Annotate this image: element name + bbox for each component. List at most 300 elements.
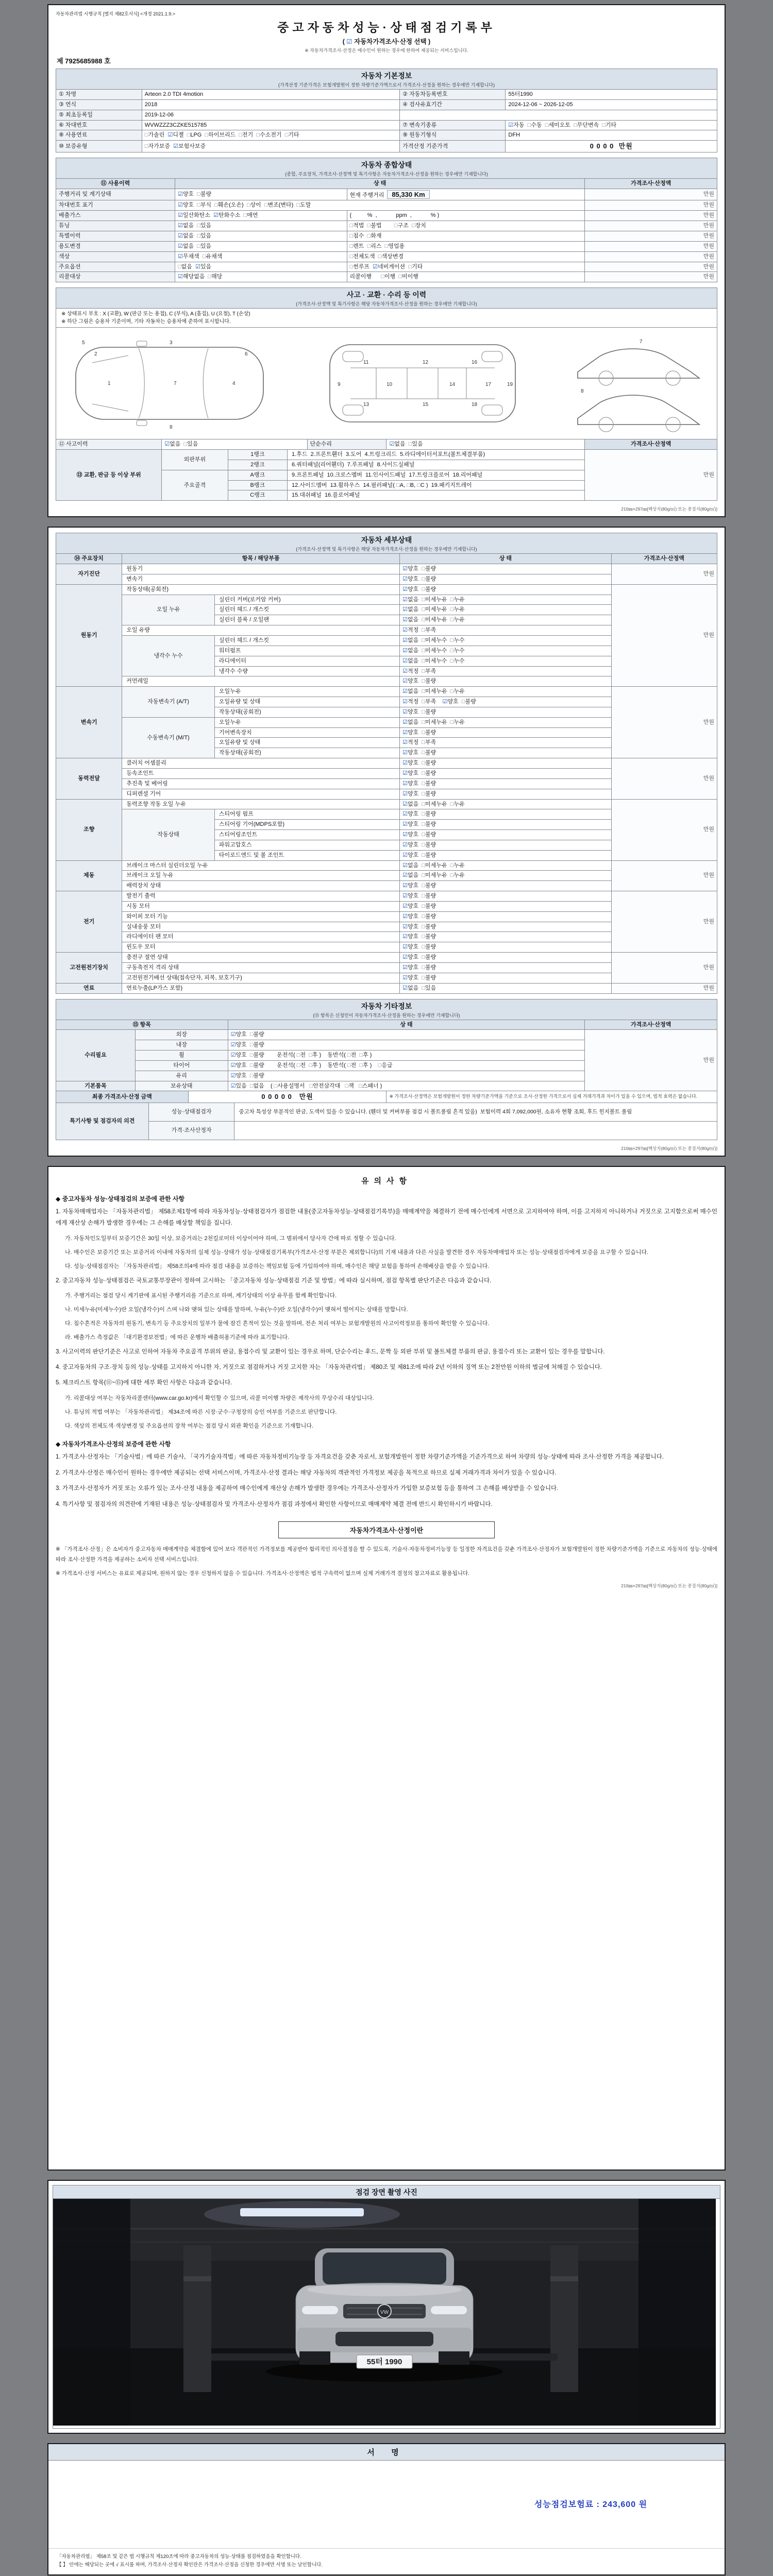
checkbox-checked: ☑ — [402, 617, 408, 623]
cell-grp: 동력전달 — [56, 758, 122, 799]
checkbox-unchecked: □ — [349, 253, 354, 260]
checkbox-unchecked: □ — [422, 606, 426, 613]
cell-st: ☑적정 □부족 — [400, 666, 612, 676]
checkbox-checked: ☑ — [402, 637, 408, 644]
notice-paragraph: 다. 색상의 전체도색·색상변경 및 주요옵션의 장착 여부는 점검 당시 외관 확인을 기준으로 기재합니다. — [65, 1422, 314, 1429]
cell-itm: 배력장치 상태 — [122, 881, 400, 891]
cell-itm: 타이로드엔드 및 볼 조인트 — [214, 850, 399, 860]
diagram-part-number: 7 — [174, 381, 177, 387]
table-row — [56, 1030, 717, 1040]
checkbox-checked: ☑ — [402, 934, 408, 940]
checkbox-unchecked: □ — [296, 1052, 300, 1059]
checkbox-unchecked: □ — [367, 223, 371, 229]
notice-paragraph: 4. 중고자동차의 구조·장치 등의 성능·상태를 고지하지 아니한 자, 거짓으로 점검하거나 거짓 고지한 자는 「자동차관리법」 제80조 및 제81조에 따라 2년 이하의 징역 또는 2천만원 이하의 벌금에 처해질 수 있습니다. — [56, 1364, 602, 1370]
checkbox-checked: ☑ — [402, 974, 408, 981]
cell-lab: 주요옵션 — [56, 262, 175, 272]
cell-itm: 시동 모터 — [122, 901, 400, 911]
checkbox-unchecked: □ — [408, 263, 412, 270]
section-accident-title: 사고 · 교환 · 수리 등 이력 — [346, 291, 427, 299]
cell-itm: 오일유량 및 상태 — [214, 738, 399, 748]
cell-sub: 2랭크 — [228, 460, 287, 470]
car-top-view-diagram — [61, 332, 278, 435]
field-car-name-label: ① 차명 — [56, 90, 142, 100]
notice-heading: ◆ 중고자동차 성능·상태점검의 보증에 관한 사항 — [56, 1195, 185, 1202]
cell-hd: 상 태 — [175, 178, 584, 189]
cell-sub: 내장 — [135, 1040, 228, 1050]
cell-st: ☑없음 □있음 — [175, 221, 347, 231]
field-vin-value: WVWZZZ3CZKE515785 — [142, 120, 399, 130]
final-price-value: 0 0 0 0 0 만원 — [188, 1091, 386, 1103]
accident-legend-symbols: ※ 상태표시 부호 : X (교환), W (판금 또는 용접), C (부식), A (흠집), U (요철), T (손상) — [61, 311, 250, 317]
checkbox-unchecked: □ — [396, 482, 400, 488]
page-sign — [47, 2443, 726, 2575]
checkbox-unchecked: □ — [347, 1062, 351, 1069]
checkbox-unchecked: □ — [422, 883, 426, 889]
cell-st: □적법 □불법 □구조 □장치 — [347, 221, 585, 231]
checkbox-unchecked: □ — [359, 1062, 363, 1069]
checkbox-checked: ☑ — [402, 647, 408, 654]
cell-itm: 브레이크 오일 누유 — [122, 871, 400, 881]
cell-itm: 연료누출(LP가스 포함) — [122, 983, 400, 993]
checkbox-checked: ☑ — [389, 441, 395, 448]
cell-sub: C랭크 — [228, 490, 287, 501]
checkbox-unchecked: □ — [417, 482, 421, 488]
checkbox-unchecked: □ — [249, 1072, 254, 1079]
checkbox-checked: ☑ — [402, 750, 408, 756]
table-row — [56, 1020, 717, 1030]
diagram-part-number: 15 — [423, 402, 429, 408]
cell-st: ☑양호 □불량 — [228, 1071, 585, 1081]
diagram-part-number: 1 — [108, 381, 111, 387]
license-plate-text: 55터 1990 — [366, 2358, 402, 2366]
checkbox-checked: ☑ — [177, 232, 183, 239]
checkbox-unchecked: □ — [422, 811, 426, 818]
field-reg-no-value: 55터1990 — [506, 90, 717, 100]
cell-st: ☑양호 □불량 — [400, 942, 612, 953]
checkbox-unchecked: □ — [309, 1062, 312, 1069]
notice-paragraph: 나. 미세누유(미세누수)란 오일(냉각수)이 스며 나와 맺혀 있는 상태를 말하며, 누유(누수)란 오일(냉각수)이 맺혀서 떨어지는 상태를 말합니다. — [65, 1306, 408, 1313]
checkbox-checked: ☑ — [402, 760, 408, 767]
notice-paragraph: 3. 가격조사·산정자가 거짓 또는 오류가 있는 조사·산정 내용을 제공하여 매수인에게 재산상 손해가 발생한 경우에는 가격조사·산정자가 가입한 보증보험 등을 통하여 그 손해를 배상받을 수 있습니다. — [56, 1485, 559, 1492]
cell-st: 리콜이행 □이행 □미이행 — [347, 272, 585, 282]
checkbox-unchecked: □ — [256, 132, 260, 139]
checkbox-unchecked: □ — [422, 596, 426, 603]
cell-hd: 가격조사·산정액 — [585, 178, 717, 189]
checkbox-checked: ☑ — [402, 811, 408, 818]
checkbox-unchecked: □ — [422, 657, 426, 664]
cell-st: ☑양호 □불량 — [400, 850, 612, 860]
paper-size-note: 210㎜×297㎜[백상지(80g/㎡) 또는 중질지(80g/㎡)] — [621, 1146, 717, 1151]
cell-itm: 실린더 헤드 / 개스킷 — [214, 605, 399, 615]
cell-won: 만원 — [611, 687, 717, 758]
checkbox-unchecked: □ — [367, 243, 371, 249]
diagram-part-number: 5 — [82, 340, 85, 346]
checkbox-unchecked: □ — [197, 223, 200, 229]
checkbox-unchecked: □ — [450, 657, 454, 664]
etc-info-table — [56, 1020, 717, 1092]
table-row — [56, 211, 717, 221]
checkbox-unchecked: □ — [422, 750, 426, 756]
cell-sub: 유리 — [135, 1071, 228, 1081]
cell-itm: 파워고압호스 — [214, 840, 399, 850]
checkbox-checked: ☑ — [230, 1031, 236, 1038]
checkbox-unchecked: □ — [422, 821, 426, 828]
cell-itm: 작동상태(공회전) — [214, 707, 399, 717]
field-transmission-checks: ☑자동 □수동 □세미오토 □무단변속 □기타 — [506, 120, 717, 130]
notice-paragraph: 가. 자동차인도일부터 보증기간은 30일 이상, 보증거리는 2천킬로미터 이상이어야 하며, 그 범위에서 당사자 간에 따로 정할 수 있습니다. — [65, 1235, 396, 1242]
checkbox-unchecked: □ — [249, 1082, 254, 1089]
table-row — [56, 200, 717, 211]
cell-lab: 리콜대상 — [56, 272, 175, 282]
checkbox-unchecked: □ — [450, 637, 454, 644]
checkbox-unchecked: □ — [422, 627, 426, 634]
section-overall-note: (종합, 주요장치, 가격조사·산정액 및 특기사항은 자동차가격조사·산정을 원하는 경우에만 기재합니다) — [285, 171, 488, 177]
section-basic-info-title: 자동차 기본정보 — [361, 72, 412, 80]
field-model-year-value: 2018 — [142, 99, 399, 110]
accident-history-checks: ☑없음 □있음 — [162, 439, 307, 450]
table-row — [56, 584, 717, 595]
notice-paragraph: 1. 가격조사·산정자는 「기술사법」에 따른 기술사, 「국가기술자격법」에 따른 자동차정비기능장 등 자격요건을 갖춘 자로서, 보험개발원이 정한 차량기준가액을 기준가격으로 하여 차량의 성능·상태에 따라 조사·산정한 가격을 제공합니다. — [56, 1454, 664, 1461]
cell-grp: 변속기 — [56, 687, 122, 758]
cell-lab: 단순수리 — [307, 439, 386, 450]
checkbox-unchecked: □ — [422, 872, 426, 879]
checkbox-checked: ☑ — [402, 832, 408, 838]
table-row — [56, 564, 717, 574]
checkbox-unchecked: □ — [422, 699, 426, 705]
checkbox-unchecked: □ — [422, 729, 426, 736]
cell-st: □전체도색 □색상변경 — [347, 251, 585, 262]
cell-st: ☑양호 □불량 — [228, 1040, 585, 1050]
cell-itm: 기어변속장치 — [214, 727, 399, 738]
notice-paragraph: 나. 매수인은 보증기간 또는 보증거리 이내에 자동차의 실제 성능·상태가 성능·상태점검기록부(가격조사·산정 부분은 제외합니다)의 기재 내용과 다른 사실을 발견한 경우 자동차매매업자 또는 성능·상태점검자에게 보증을 요구할 수 있습니다. — [65, 1249, 649, 1256]
cell-st: ☑양호 □불량 — [400, 840, 612, 850]
checkbox-checked: ☑ — [230, 1082, 236, 1089]
checkbox-unchecked: □ — [177, 263, 181, 270]
panel-repair-label: ⑬ 교환, 판금 등 이상 부위 — [56, 450, 162, 501]
table-row — [56, 758, 717, 769]
diagram-part-number: 19 — [507, 382, 513, 388]
car-diagram-row — [56, 327, 717, 439]
sign-notes — [48, 2548, 725, 2574]
cell-won: 만원 — [585, 450, 717, 501]
cell-st: ☑일산화탄소 ☑탄화수소 □매연 — [175, 211, 347, 221]
cell-grp: 전기 — [56, 891, 122, 953]
cell-lab: ⑤ 최초등록일 — [56, 110, 142, 120]
checkbox-checked: ☑ — [402, 708, 408, 715]
cell-won: 만원 — [585, 221, 717, 231]
cell-won: 만원 — [611, 758, 717, 799]
checkbox-checked: ☑ — [402, 954, 408, 961]
notice-title: 유의사항 — [361, 1177, 412, 1185]
checkbox-unchecked: □ — [349, 223, 354, 229]
cell-st: ☑없음 □미세누유 □누유 — [400, 860, 612, 871]
diagram-part-number: 6 — [245, 351, 248, 358]
cell-itm: 동력조향 작동 오일 누유 — [122, 799, 400, 809]
sign-section-title: 서 명 — [48, 2444, 725, 2461]
cell-itm: 1.후드 2.프론트휀더 3.도어 4.트렁크리드 5.라디에이터서포트(볼트체결부품) — [288, 450, 585, 460]
cell-st: □침수 □화재 — [347, 231, 585, 241]
cell-hd: ⑪ 사용이력 — [56, 178, 175, 189]
panel-repair-table — [56, 449, 717, 501]
checkbox-unchecked: □ — [450, 801, 454, 807]
cell-st: ☑없음 □미세누유 □누유 — [400, 605, 612, 615]
cell-st: ☑양호 □불량 — [400, 707, 612, 717]
diagram-part-number: 9 — [338, 382, 341, 388]
notice-paragraph: 가. 리콜대상 여부는 자동차리콜센터(www.car.go.kr)에서 확인할 수 있으며, 리콜 미이행 차량은 제작사의 무상수리 대상입니다. — [65, 1395, 374, 1401]
checkbox-unchecked: □ — [394, 223, 398, 229]
cell-st: ☑양호 □불량 — [400, 727, 612, 738]
notice-paragraph: 2. 중고자동차 성능·상태점검은 국토교통부장관이 정하여 고시하는 「중고자동차 성능·상태점검 기준 및 방법」에 따라 실시하며, 점검 항목별 판단기준은 다음과 같습니다. — [56, 1277, 492, 1284]
odometer-cell: 현재 주행거리 85,330 Km — [347, 189, 585, 200]
cell-itm: 실내송풍 모터 — [122, 922, 400, 932]
checkbox-unchecked: □ — [264, 202, 268, 209]
cell-itm: 스티어링조인트 — [214, 830, 399, 840]
checkbox-unchecked: □ — [422, 708, 426, 715]
cell-st: ☑양호 □불량 — [400, 809, 612, 820]
cell-st: ☑무채색 □유채색 — [175, 251, 347, 262]
car-underbody-diagram — [314, 332, 531, 435]
cell-grp: 제동 — [56, 860, 122, 891]
cell-hd: 항목 / 해당부품 — [122, 554, 400, 564]
checkbox-checked: ☑ — [508, 122, 514, 128]
checkbox-unchecked: □ — [422, 801, 426, 807]
cell-sub: 타이어 — [135, 1060, 228, 1071]
checkbox-unchecked: □ — [309, 1082, 313, 1089]
cell-itm: 브레이크 마스터 실린더오일 누유 — [122, 860, 400, 871]
cell-itm: 워터펌프 — [214, 646, 399, 656]
cell-won: 만원 — [585, 211, 717, 221]
checkbox-unchecked: □ — [422, 647, 426, 654]
checkbox-unchecked: □ — [296, 202, 300, 209]
table-row — [56, 141, 717, 152]
notice-paragraph: ※ 「가격조사·산정」은 소비자가 중고자동차 매매계약을 체결함에 있어 보다 객관적인 가격정보를 제공받아 합리적인 의사결정을 할 수 있도록, 기술사·자동차정비기능장 등 일정한 자격요건을 갖춘 가격조사·산정자가 보험개발원이 정한 차량기준가액을 기준으로 자동차의 성능·상태에 따라 조사·산정한 가격을 제공하는 소비자 선택 서비스입니다. — [56, 1546, 717, 1563]
diagram-part-number: 2 — [94, 351, 97, 358]
notice-definition-box: 자동차가격조사·산정이란 — [278, 1521, 495, 1538]
cell-won: 만원 — [585, 231, 717, 241]
checkbox-unchecked: □ — [450, 617, 454, 623]
cell-st: □렌트 □리스 □영업용 — [347, 241, 585, 251]
checkbox-unchecked: □ — [197, 202, 200, 209]
cell-itm: 커먼레일 — [122, 676, 400, 687]
checkbox-unchecked: □ — [274, 1082, 278, 1089]
checkbox-unchecked: □ — [243, 212, 247, 219]
checkbox-unchecked: □ — [239, 132, 243, 139]
cell-st: ☑양호 □불량 — [400, 820, 612, 830]
field-inspection-period-value: 2024-12-06 ~ 2026-12-05 — [506, 99, 717, 110]
checkbox-unchecked: □ — [422, 954, 426, 961]
checkbox-unchecked: □ — [450, 688, 454, 695]
checkbox-unchecked: □ — [450, 606, 454, 613]
final-price-table — [56, 1091, 717, 1103]
table-row — [56, 178, 717, 189]
cell-won: 만원 — [585, 251, 717, 262]
checkbox-unchecked: □ — [422, 617, 426, 623]
sign-body — [48, 2461, 725, 2548]
cell-lab: ⑧ 사용연료 — [56, 130, 142, 141]
checkbox-unchecked: □ — [422, 974, 426, 981]
cell-itm: 원동기 — [122, 564, 400, 574]
checkbox-checked: ☑ — [402, 668, 408, 674]
checkbox-unchecked: □ — [208, 274, 212, 280]
checkbox-checked: ☑ — [402, 985, 408, 991]
checkbox-unchecked: □ — [422, 566, 426, 572]
cell-lab: 특별이력 — [56, 231, 175, 241]
cell-st: ☑양호 □부식 □훼손(오손) □상이 □변조(변타) □도말 — [175, 200, 584, 211]
checkbox-checked: ☑ — [402, 821, 408, 828]
checkbox-unchecked: □ — [367, 232, 371, 239]
cell-itm: 충전구 절연 상태 — [122, 953, 400, 963]
cell-st: □썬루프 ☑네비게이션 □기타 — [347, 262, 585, 272]
checkbox-checked: ☑ — [230, 1052, 236, 1059]
table-row — [56, 953, 717, 963]
cell-sub: 작동상태 — [122, 809, 215, 860]
cell-st: ☑양호 □불량 운전석( □전 □후 ) 동반석( □전 □후 ) □응급 — [228, 1060, 585, 1071]
cell-itm: 클러치 어셈블리 — [122, 758, 400, 769]
cell-grp: 수리필요 — [56, 1030, 136, 1081]
cell-won: 만원 — [611, 860, 717, 891]
checkbox-checked: ☑ — [402, 739, 408, 746]
inspection-photo — [53, 2198, 720, 2429]
cell-won: 만원 — [585, 272, 717, 282]
table-row — [56, 983, 717, 993]
cell-st: ☑양호 □불량 — [400, 881, 612, 891]
checkbox-unchecked: □ — [422, 770, 426, 776]
checkbox-unchecked: □ — [296, 1062, 300, 1069]
checkbox-unchecked: □ — [450, 596, 454, 603]
checkbox-checked: ☑ — [442, 699, 448, 705]
cell-itm: 오일유량 및 상태 — [214, 697, 399, 707]
cell-st: ☑없음 □미세누수 □누수 — [400, 656, 612, 666]
notice-paragraph: 라. 배출가스 측정값은 「대기환경보전법」에 따른 운행차 배출허용기준에 따라 표기합니다. — [65, 1334, 290, 1341]
field-reg-no-label: ② 자동차등록번호 — [400, 90, 506, 100]
checkbox-checked: ☑ — [177, 212, 183, 219]
section-detail-title: 자동차 세부상태 — [361, 536, 412, 545]
checkbox-unchecked: □ — [284, 132, 289, 139]
checkbox-unchecked: □ — [422, 832, 426, 838]
checkbox-unchecked: □ — [450, 872, 454, 879]
cell-st: ☑양호 □불량 — [400, 911, 612, 922]
cell-sub: B랭크 — [228, 480, 287, 490]
checkbox-checked: ☑ — [230, 1062, 236, 1069]
cell-hd: 상 태 — [228, 1020, 585, 1030]
diagram-part-number: 7 — [640, 339, 643, 345]
diagram-part-number: 3 — [170, 340, 173, 346]
cell-won: 만원 — [585, 262, 717, 272]
diagram-part-number: 4 — [232, 381, 236, 387]
accident-legend-note: ※ 하단 그림은 승용차 기준이며, 기타 자동차는 승용차에 준하여 표시합니다. — [61, 319, 231, 325]
checkbox-unchecked: □ — [249, 1042, 254, 1048]
cell-fine: ※ 가격조사·산정액은 보험개발원이 정한 차량기준가액을 기준으로 조사·산정한 가격으로서 실제 거래가격과 차이가 있을 수 있으며, 법적 효력은 없습니다. — [386, 1091, 717, 1103]
cell-grp: 연료 — [56, 983, 122, 993]
cell-sub: 성능·상태점검자 — [148, 1103, 234, 1122]
checkbox-unchecked: □ — [602, 122, 606, 128]
checkbox-unchecked: □ — [450, 719, 454, 725]
checkbox-unchecked: □ — [422, 913, 426, 920]
cell-hd: 가격조사·산정액 — [611, 554, 717, 564]
checkbox-unchecked: □ — [422, 688, 426, 695]
cell-itm: 12.사이드멤버 13.휠하우스 14.필러패널( □A, □B, □C ) 19.패키지트레이 — [288, 480, 585, 490]
diagram-part-number: 14 — [449, 382, 456, 388]
table-row — [56, 189, 717, 200]
cell-grp: 기본품목 — [56, 1081, 136, 1091]
checkbox-unchecked: □ — [422, 903, 426, 909]
checkbox-checked: ☑ — [167, 132, 173, 139]
overall-condition-table — [56, 178, 717, 282]
cell-itm: 스티어링 펌프 — [214, 809, 399, 820]
form-reference-note: 자동차관리법 시행규칙 [별지 제82호서식] <개정 2021.1.9.> — [56, 11, 176, 16]
checkbox-checked: ☑ — [195, 263, 200, 270]
diagram-part-number: 8 — [581, 388, 584, 395]
checkbox-checked: ☑ — [402, 729, 408, 736]
checkbox-unchecked: □ — [197, 191, 200, 198]
checkbox-checked: ☑ — [164, 441, 170, 448]
notice-paragraph: 2. 가격조사·산정은 매수인이 원하는 경우에만 제공되는 선택 서비스이며, 가격조사·산정 결과는 해당 자동차의 객관적인 가격정보 제공을 목적으로 하므로 실제 거래가격과 차이가 있을 수 있습니다. — [56, 1469, 557, 1476]
checkbox-unchecked: □ — [422, 862, 426, 869]
notice-paragraph: ※ 가격조사·산정 서비스는 유료로 제공되며, 원하지 않는 경우 신청하지 않을 수 있습니다. 가격조사·산정액은 법적 구속력이 없으며 실제 거래가격 결정의 참고자료로 활용됩니다. — [56, 1570, 470, 1577]
checkbox-checked: ☑ — [402, 790, 408, 797]
cell-lab: 색상 — [56, 251, 175, 262]
checkbox-unchecked: □ — [422, 760, 426, 767]
cell-st: ☑양호 □불량 — [400, 748, 612, 758]
diagram-part-number: 18 — [472, 402, 478, 408]
cell-itm: 고전원전기배선 상태(접속단자, 피복, 보호기구) — [122, 973, 400, 983]
checkbox-unchecked: □ — [144, 143, 148, 149]
highlight-value: 85,330 Km — [387, 190, 429, 199]
cell-st: ☑양호 □불량 — [400, 901, 612, 911]
cell-st: ☑없음 □있음 — [400, 983, 612, 993]
notice-paragraph: 다. 성능·상태점검자는 「자동차관리법」 제58조의4에 따라 점검 내용을 보증하는 책임보험 등에 가입하여야 하며, 매수인은 해당 보험을 통하여 손해배상을 받을 수 있습니다. — [65, 1263, 490, 1269]
checkbox-unchecked: □ — [422, 780, 426, 787]
field-fuel-checks: □가솔린 ☑디젤 □LPG □하이브리드 □전기 □수소전기 □기타 — [142, 130, 399, 141]
cell-itm: 와이퍼 모터 기능 — [122, 911, 400, 922]
checkbox-unchecked: □ — [422, 923, 426, 930]
cell-hd: 가격조사·산정액 — [585, 1020, 717, 1030]
cell-won: 만원 — [611, 564, 717, 585]
cell-st: ☑없음 □미세누유 □누유 — [400, 687, 612, 697]
checkbox-checked: ☑ — [402, 719, 408, 725]
sign-note-2: 【 】 안에는 해당되는 곳에 √ 표시를 하며, 가격조사·산정자 확인란은 가격조사·산정을 신청한 경우에만 서명 또는 날인합니다. — [57, 2562, 323, 2568]
table-row — [56, 554, 717, 564]
cell-st: ☑양호 □불량 — [400, 789, 612, 799]
checkbox-unchecked: □ — [359, 1082, 362, 1089]
checkbox-checked: ☑ — [402, 944, 408, 951]
checkbox-checked: ☑ — [402, 852, 408, 858]
cell-itm: 오일누유 — [214, 717, 399, 727]
cell-grp: 조향 — [56, 799, 122, 860]
page-notice — [47, 1166, 726, 2171]
cell-st: ☑양호 □불량 운전석( □전 □후 ) 동반석( □전 □후 ) — [228, 1050, 585, 1061]
checkbox-unchecked: □ — [422, 893, 426, 900]
checkbox-checked: ☑ — [402, 872, 408, 879]
cell-sub: 1랭크 — [228, 450, 287, 460]
checkbox-unchecked: □ — [407, 482, 410, 488]
checkbox-unchecked: □ — [183, 441, 188, 448]
table-row — [56, 251, 717, 262]
cell-st: ☑양호 □불량 — [400, 584, 612, 595]
checkbox-unchecked: □ — [249, 1031, 254, 1038]
cell-st: ☑적정 □부족 — [400, 625, 612, 636]
cell-lab: 가격산정 기준가격 — [400, 141, 506, 152]
field-first-reg-date-value: 2019-12-06 — [142, 110, 399, 120]
section-etc-title: 자동차 기타정보 — [361, 1002, 412, 1010]
cell-lab: 용도변경 — [56, 241, 175, 251]
cell-grp: 자기진단 — [56, 564, 122, 585]
checkbox-checked: ☑ — [402, 688, 408, 695]
table-row — [56, 221, 717, 231]
checkbox-unchecked: □ — [187, 132, 191, 139]
checkbox-unchecked: □ — [408, 441, 412, 448]
cell-itm: 냉각수 수량 — [214, 666, 399, 676]
